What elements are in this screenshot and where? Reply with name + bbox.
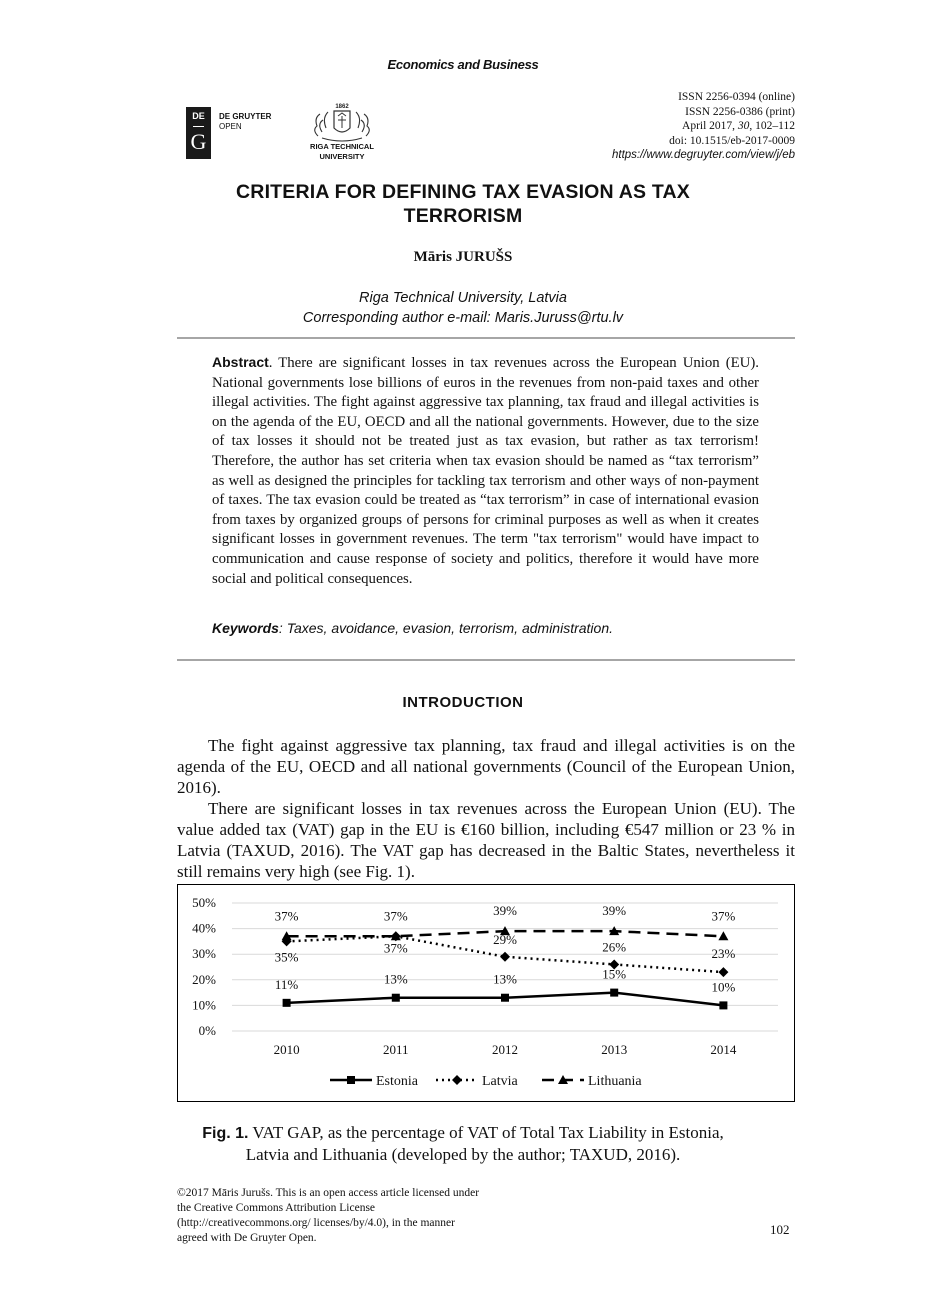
data-point-estonia (501, 994, 509, 1002)
degruyter-logo (186, 107, 211, 159)
figure-label: Fig. 1. (202, 1125, 249, 1142)
data-label-latvia: 35% (274, 949, 299, 965)
issn-online: ISSN 2256-0394 (online) (678, 91, 795, 103)
keywords (212, 620, 772, 636)
degruyter-mark-top: DE (192, 111, 205, 121)
y-tick-label: 40% (192, 920, 216, 936)
data-point-lithuania (718, 931, 728, 940)
x-tick-label: 2012 (492, 1042, 518, 1057)
affiliation-institution: Riga Technical University, Latvia (359, 290, 567, 306)
y-tick-label: 0% (198, 1023, 216, 1038)
data-label-latvia: 23% (711, 946, 736, 962)
figure-chart (177, 884, 795, 1102)
data-label-estonia: 10% (711, 979, 736, 995)
degruyter-wordmark (219, 112, 271, 132)
degruyter-sub: OPEN (219, 122, 242, 131)
rtu-crest-icon (308, 100, 376, 146)
data-point-estonia (392, 994, 400, 1002)
abstract (212, 353, 759, 589)
data-label-latvia: 37% (383, 940, 408, 956)
legend-label-latvia: Latvia (482, 1074, 518, 1089)
body-text (177, 735, 795, 882)
degruyter-mark-bottom: G (190, 129, 207, 154)
data-point-estonia (719, 1001, 727, 1009)
x-tick-label: 2011 (383, 1042, 409, 1057)
data-label-estonia: 13% (493, 971, 517, 987)
page-number: 102 (770, 1222, 790, 1237)
divider-top (177, 337, 795, 339)
y-tick-label: 10% (192, 997, 216, 1013)
y-tick-label: 20% (192, 971, 216, 987)
issn-print: ISSN 2256-0386 (print) (685, 105, 795, 118)
data-label-latvia: 26% (602, 939, 627, 955)
data-label-lithuania: 39% (602, 903, 627, 919)
corresponding-author: Corresponding author e-mail: Maris.Juruss@rtu.lv (302, 310, 624, 326)
y-tick-label: 50% (192, 895, 216, 910)
vat-gap-chart (178, 885, 794, 1101)
legend-label-lithuania: Lithuania (588, 1074, 642, 1089)
section-heading: INTRODUCTION (402, 694, 524, 711)
data-point-latvia (718, 967, 728, 977)
figure-caption: Fig. 1. VAT GAP, as the percentage of VAT of Total Tax Liability in Estonia, Latvia and Lithuania (developed by the author; TAXUD, 2016). (202, 1123, 724, 1164)
data-label-latvia: 29% (493, 931, 517, 947)
data-label-lithuania: 39% (493, 903, 517, 919)
x-tick-label: 2013 (601, 1042, 628, 1057)
paragraph: The fight against aggressive tax planning, tax fraud and illegal activities is on the agenda of the EU, OECD and all national governments (Council of the European Union, 2016). (177, 736, 795, 797)
abstract-text: . There are significant losses in tax revenues across the European Union (EU). National governments lose billions of euros in the revenues from non-paid taxes and other illegal activities. The fight against aggressive tax planning, tax fraud and illegal activities is on the agenda of the EU, OECD and all the national governments. However, due to the size of tax losses it should not be treated just as tax evasion, but rather as tax terrorism! Therefore, the author has set criteria when tax evasion should be named as “tax terrorism” as well as designed the principles for tackling tax terrorism and other ways of non-payment of taxes. The tax evasion could be treated as “tax terrorism” in case of international evasion from taxes by organized groups of persons for criminal purposes as well as when it creates significant losses in government revenues. The term "tax terrorism" would have impact to communication and cause response of society and politics, therefore it would have more social and political consequences. (212, 355, 759, 587)
data-point-estonia (610, 989, 618, 997)
article-title: CRITERIA FOR DEFINING TAX EVASION AS TAX TERRORISM (236, 181, 690, 227)
data-label-estonia: 13% (383, 971, 408, 987)
rtu-wordmark: RIGA TECHNICAL UNIVERSITY (310, 142, 374, 161)
data-label-estonia: 11% (274, 976, 299, 992)
issue-volume: 30 (737, 120, 750, 132)
x-tick-label: 2010 (273, 1042, 300, 1057)
data-point-latvia (500, 952, 510, 962)
divider-bottom (177, 659, 795, 661)
publication-meta (612, 90, 795, 163)
legend-marker-latvia (452, 1075, 462, 1085)
paragraph: There are significant losses in tax revenues across the European Union (EU). The value added tax (VAT) gap in the EU is €160 billion, including €547 million or 23 % in Latvia (TAXUD, 2016). The VAT gap has decreased in the Baltic States, nevertheless it still remains very high (see Fig. 1). (177, 799, 795, 881)
data-label-lithuania: 37% (711, 908, 736, 924)
author-name: Māris JURUŠS (413, 249, 513, 265)
legend-marker-estonia (347, 1076, 355, 1084)
issue-info: April 2017, 30, 102–112 (682, 120, 795, 132)
data-point-estonia (283, 999, 291, 1007)
x-tick-label: 2014 (710, 1042, 737, 1057)
license-note: ©2017 Māris Jurušs. This is an open access article licensed under the Creative Commons Attribution License (http://creativecommons.org/ licenses/by/4.0), in the manner agreed with De Gruyter Open. (177, 1187, 480, 1244)
data-label-lithuania: 37% (274, 908, 299, 924)
y-tick-label: 30% (192, 946, 216, 962)
data-label-estonia: 15% (602, 966, 627, 982)
data-label-lithuania: 37% (383, 908, 408, 924)
keywords-label: Keywords (212, 620, 279, 636)
abstract-label: Abstract (212, 354, 269, 370)
journal-name: Economics and Business (387, 57, 539, 72)
rtu-year: 1862 (335, 104, 349, 110)
affiliation (0, 288, 926, 328)
keywords-text: : Taxes, avoidance, evasion, terrorism, administration. (278, 620, 614, 636)
journal-url[interactable]: https://www.degruyter.com/view/j/eb (611, 149, 795, 161)
degruyter-name: DE GRUYTER (219, 112, 272, 121)
legend-label-estonia: Estonia (376, 1074, 418, 1089)
doi: doi: 10.1515/eb-2017-0009 (669, 134, 795, 147)
